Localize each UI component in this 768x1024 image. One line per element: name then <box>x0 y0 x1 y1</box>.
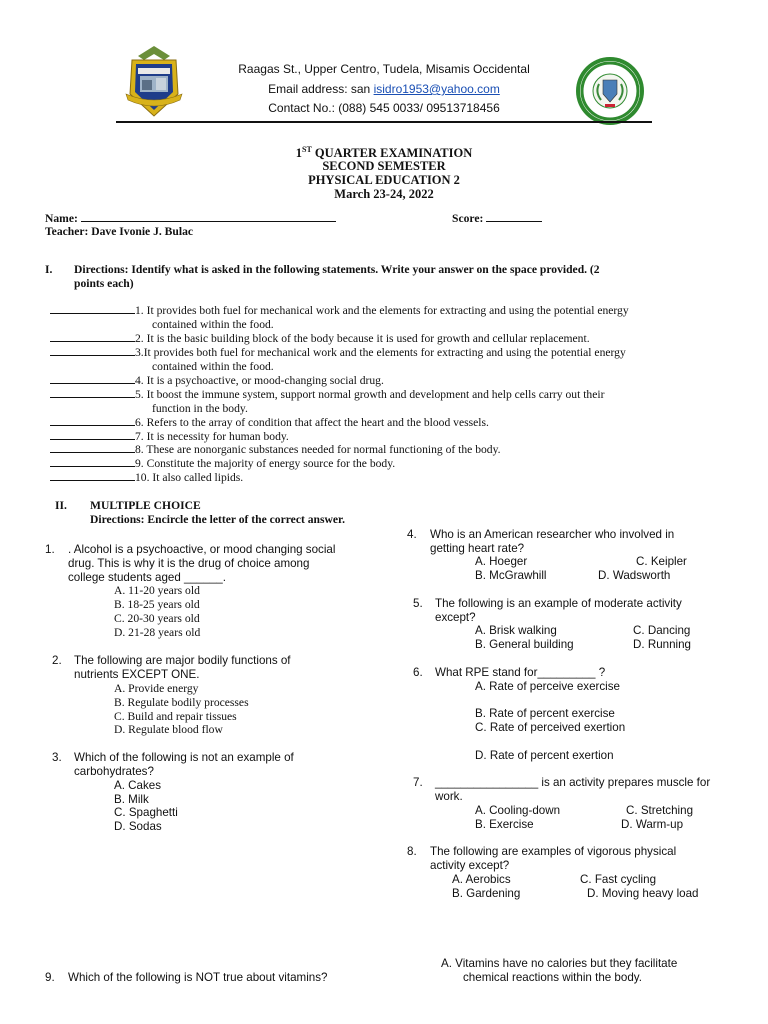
answer-blank[interactable] <box>50 457 135 467</box>
school-address: Raagas St., Upper Centro, Tudela, Misamis Occidental <box>238 62 530 76</box>
teacher-name: Teacher: Dave Ivonie J. Bulac <box>45 225 194 238</box>
choice-b[interactable]: B. McGrawhill <box>475 569 547 582</box>
choice-c[interactable]: C. 20-30 years old <box>114 612 200 625</box>
item-text: 3.It provides both fuel for mechanical work and the elements for extracting and using the potential energy <box>135 346 626 359</box>
part1-directions <box>74 263 729 291</box>
choice-b[interactable]: B. Milk <box>114 793 149 806</box>
part2-directions: Directions: Encircle the letter of the correct answer. <box>90 513 345 526</box>
choice-d[interactable]: D. Sodas <box>114 820 162 833</box>
quarter-suffix: ST <box>302 145 312 154</box>
header-divider <box>116 121 652 123</box>
choice-d[interactable]: D. Running <box>633 638 692 651</box>
choice-a[interactable]: A. Provide energy <box>114 682 199 695</box>
identification-item <box>50 443 725 457</box>
question-line: getting heart rate? <box>430 542 525 555</box>
question-line: carbohydrates? <box>74 765 154 778</box>
question-text <box>68 543 335 585</box>
choice-a[interactable]: A. Cakes <box>114 779 162 792</box>
identification-item <box>50 430 725 444</box>
item-text: 4. It is a psychoactive, or mood-changing social drug. <box>135 374 384 387</box>
email-label: Email address: san <box>268 82 374 96</box>
choice-c[interactable]: C. Stretching <box>626 804 694 817</box>
part1-directions-line1: Directions: Identify what is asked in the following statements. Write your answer on the space provided. (2 <box>74 263 600 276</box>
choice-c[interactable]: C. Dancing <box>633 624 691 637</box>
choice-line: chemical reactions within the body. <box>463 971 642 984</box>
identification-item <box>50 346 725 374</box>
name-field[interactable] <box>45 211 336 226</box>
item-text: 9. Constitute the majority of energy source for the body. <box>135 457 396 470</box>
choice-c[interactable]: C. Fast cycling <box>580 873 657 886</box>
email-link[interactable]: isidro1953@yahoo.com <box>373 82 500 96</box>
school-contact: Contact No.: (088) 545 0033/ 09513718456 <box>268 101 500 115</box>
question-line: . Alcohol is a psychoactive, or mood changing social <box>68 543 336 556</box>
exam-subject: PHYSICAL EDUCATION 2 <box>308 173 460 187</box>
identification-item <box>50 388 725 416</box>
choice-c[interactable]: C. Build and repair tissues <box>114 710 237 723</box>
answer-blank[interactable] <box>50 304 135 314</box>
item-text: 7. It is necessity for human body. <box>135 430 289 443</box>
question-line: activity except? <box>430 859 510 872</box>
part2-title: MULTIPLE CHOICE <box>90 499 201 512</box>
choice-a[interactable]: A. Cooling-down <box>475 804 561 817</box>
school-email-line <box>0 82 768 96</box>
answer-blank[interactable] <box>50 374 135 384</box>
question-line: nutrients EXCEPT ONE. <box>74 668 200 681</box>
identification-item <box>50 457 725 471</box>
item-continuation: function in the body. <box>152 401 248 415</box>
question-number: 5. <box>413 597 423 610</box>
choice-b[interactable]: B. Rate of percent exercise <box>475 707 615 720</box>
name-label: Name: <box>45 212 81 225</box>
question-line: Who is an American researcher who involved in <box>430 528 675 541</box>
question-line: The following is an example of moderate activity <box>435 597 682 610</box>
choice-d[interactable]: D. 21-28 years old <box>114 626 201 639</box>
choice-b[interactable]: B. General building <box>475 638 574 651</box>
choice-a[interactable]: A. Hoeger <box>475 555 528 568</box>
question-line: The following are major bodily functions of <box>74 654 291 667</box>
question-line: Which of the following is not an example of <box>74 751 294 764</box>
identification-item <box>50 374 725 388</box>
question-number: 1. <box>45 543 55 556</box>
question-number: 9. <box>45 971 55 984</box>
score-blank[interactable] <box>486 211 542 222</box>
item-text: 2. It is the basic building block of the body because it is used for growth and cellular replacement. <box>135 332 590 345</box>
question-number: 8. <box>407 845 417 858</box>
identification-item <box>50 304 725 332</box>
question-number: 6. <box>413 666 423 679</box>
name-blank[interactable] <box>81 211 336 222</box>
choice-c[interactable]: C. Keipler <box>636 555 687 568</box>
choice-a[interactable]: A. 11-20 years old <box>114 584 200 597</box>
question-text: Which of the following is NOT true about vitamins? <box>68 971 328 984</box>
item-text: 5. It boost the immune system, support normal growth and development and help cells carry out their <box>135 388 605 401</box>
choice-b[interactable]: B. Regulate bodily processes <box>114 696 249 709</box>
answer-blank[interactable] <box>50 332 135 342</box>
question-number: 3. <box>52 751 62 764</box>
question-text <box>74 654 291 682</box>
question-text: What RPE stand for_________ ? <box>435 666 606 679</box>
part1-numeral: I. <box>45 263 53 276</box>
choice-d[interactable]: D. Regulate blood flow <box>114 723 223 736</box>
choice-line: A. Vitamins have no calories but they facilitate <box>441 957 678 970</box>
question-line: work. <box>435 790 463 803</box>
question-number: 4. <box>407 528 417 541</box>
choice-a[interactable]: A. Aerobics <box>452 873 511 886</box>
choice-d[interactable]: D. Rate of percent exertion <box>475 749 614 762</box>
item-text: 6. Refers to the array of condition that affect the heart and the blood vessels. <box>135 416 489 429</box>
question-text <box>435 597 682 625</box>
question-number: 7. <box>413 776 423 789</box>
item-text: 10. It also called lipids. <box>135 471 244 484</box>
score-label: Score: <box>452 212 487 225</box>
identification-item <box>50 332 725 346</box>
choice-d[interactable]: D. Wadsworth <box>598 569 671 582</box>
identification-item <box>50 416 725 430</box>
choice-d[interactable]: D. Warm-up <box>621 818 684 831</box>
answer-blank[interactable] <box>50 416 135 426</box>
choice-b[interactable]: B. Gardening <box>452 887 521 900</box>
item-continuation: contained within the food. <box>152 317 274 331</box>
answer-blank[interactable] <box>50 471 135 481</box>
identification-item <box>50 471 725 485</box>
answer-blank[interactable] <box>50 346 135 356</box>
question-line: ________________ is an activity prepares muscle for <box>435 776 711 789</box>
part1-directions-line2: points each) <box>74 277 134 290</box>
quarter-number: 1 <box>295 146 302 161</box>
choice-a[interactable]: A. Brisk walking <box>475 624 557 637</box>
item-continuation: contained within the food. <box>152 359 274 373</box>
question-text <box>430 528 674 556</box>
answer-blank[interactable] <box>50 443 135 453</box>
choice-a[interactable] <box>441 957 677 985</box>
score-field[interactable] <box>452 211 542 226</box>
answer-blank[interactable] <box>50 388 135 398</box>
question-text <box>74 751 294 779</box>
item-text: 1. It provides both fuel for mechanical work and the elements for extracting and using the potential energy <box>135 304 629 317</box>
question-text <box>430 845 676 873</box>
choice-d[interactable]: D. Moving heavy load <box>587 887 699 900</box>
question-number: 2. <box>52 654 62 667</box>
choice-a[interactable]: A. Rate of perceive exercise <box>475 680 620 693</box>
item-text: 8. These are nonorganic substances needed for normal functioning of the body. <box>135 443 501 456</box>
question-text <box>435 776 710 804</box>
exam-semester: SECOND SEMESTER <box>322 159 446 173</box>
choice-c[interactable]: C. Rate of perceived exertion <box>475 721 626 734</box>
question-line: except? <box>435 611 476 624</box>
question-line: The following are examples of vigorous physical <box>430 845 677 858</box>
answer-blank[interactable] <box>50 430 135 440</box>
quarter-text: QUARTER EXAMINATION <box>311 146 473 161</box>
question-line: college students aged ______. <box>68 571 226 584</box>
choice-c[interactable]: C. Spaghetti <box>114 806 178 819</box>
part2-numeral: II. <box>55 499 67 512</box>
choice-b[interactable]: B. 18-25 years old <box>114 598 200 611</box>
exam-date: March 23-24, 2022 <box>334 187 434 201</box>
choice-b[interactable]: B. Exercise <box>475 818 534 831</box>
question-line: drug. This is why it is the drug of choice among <box>68 557 310 570</box>
